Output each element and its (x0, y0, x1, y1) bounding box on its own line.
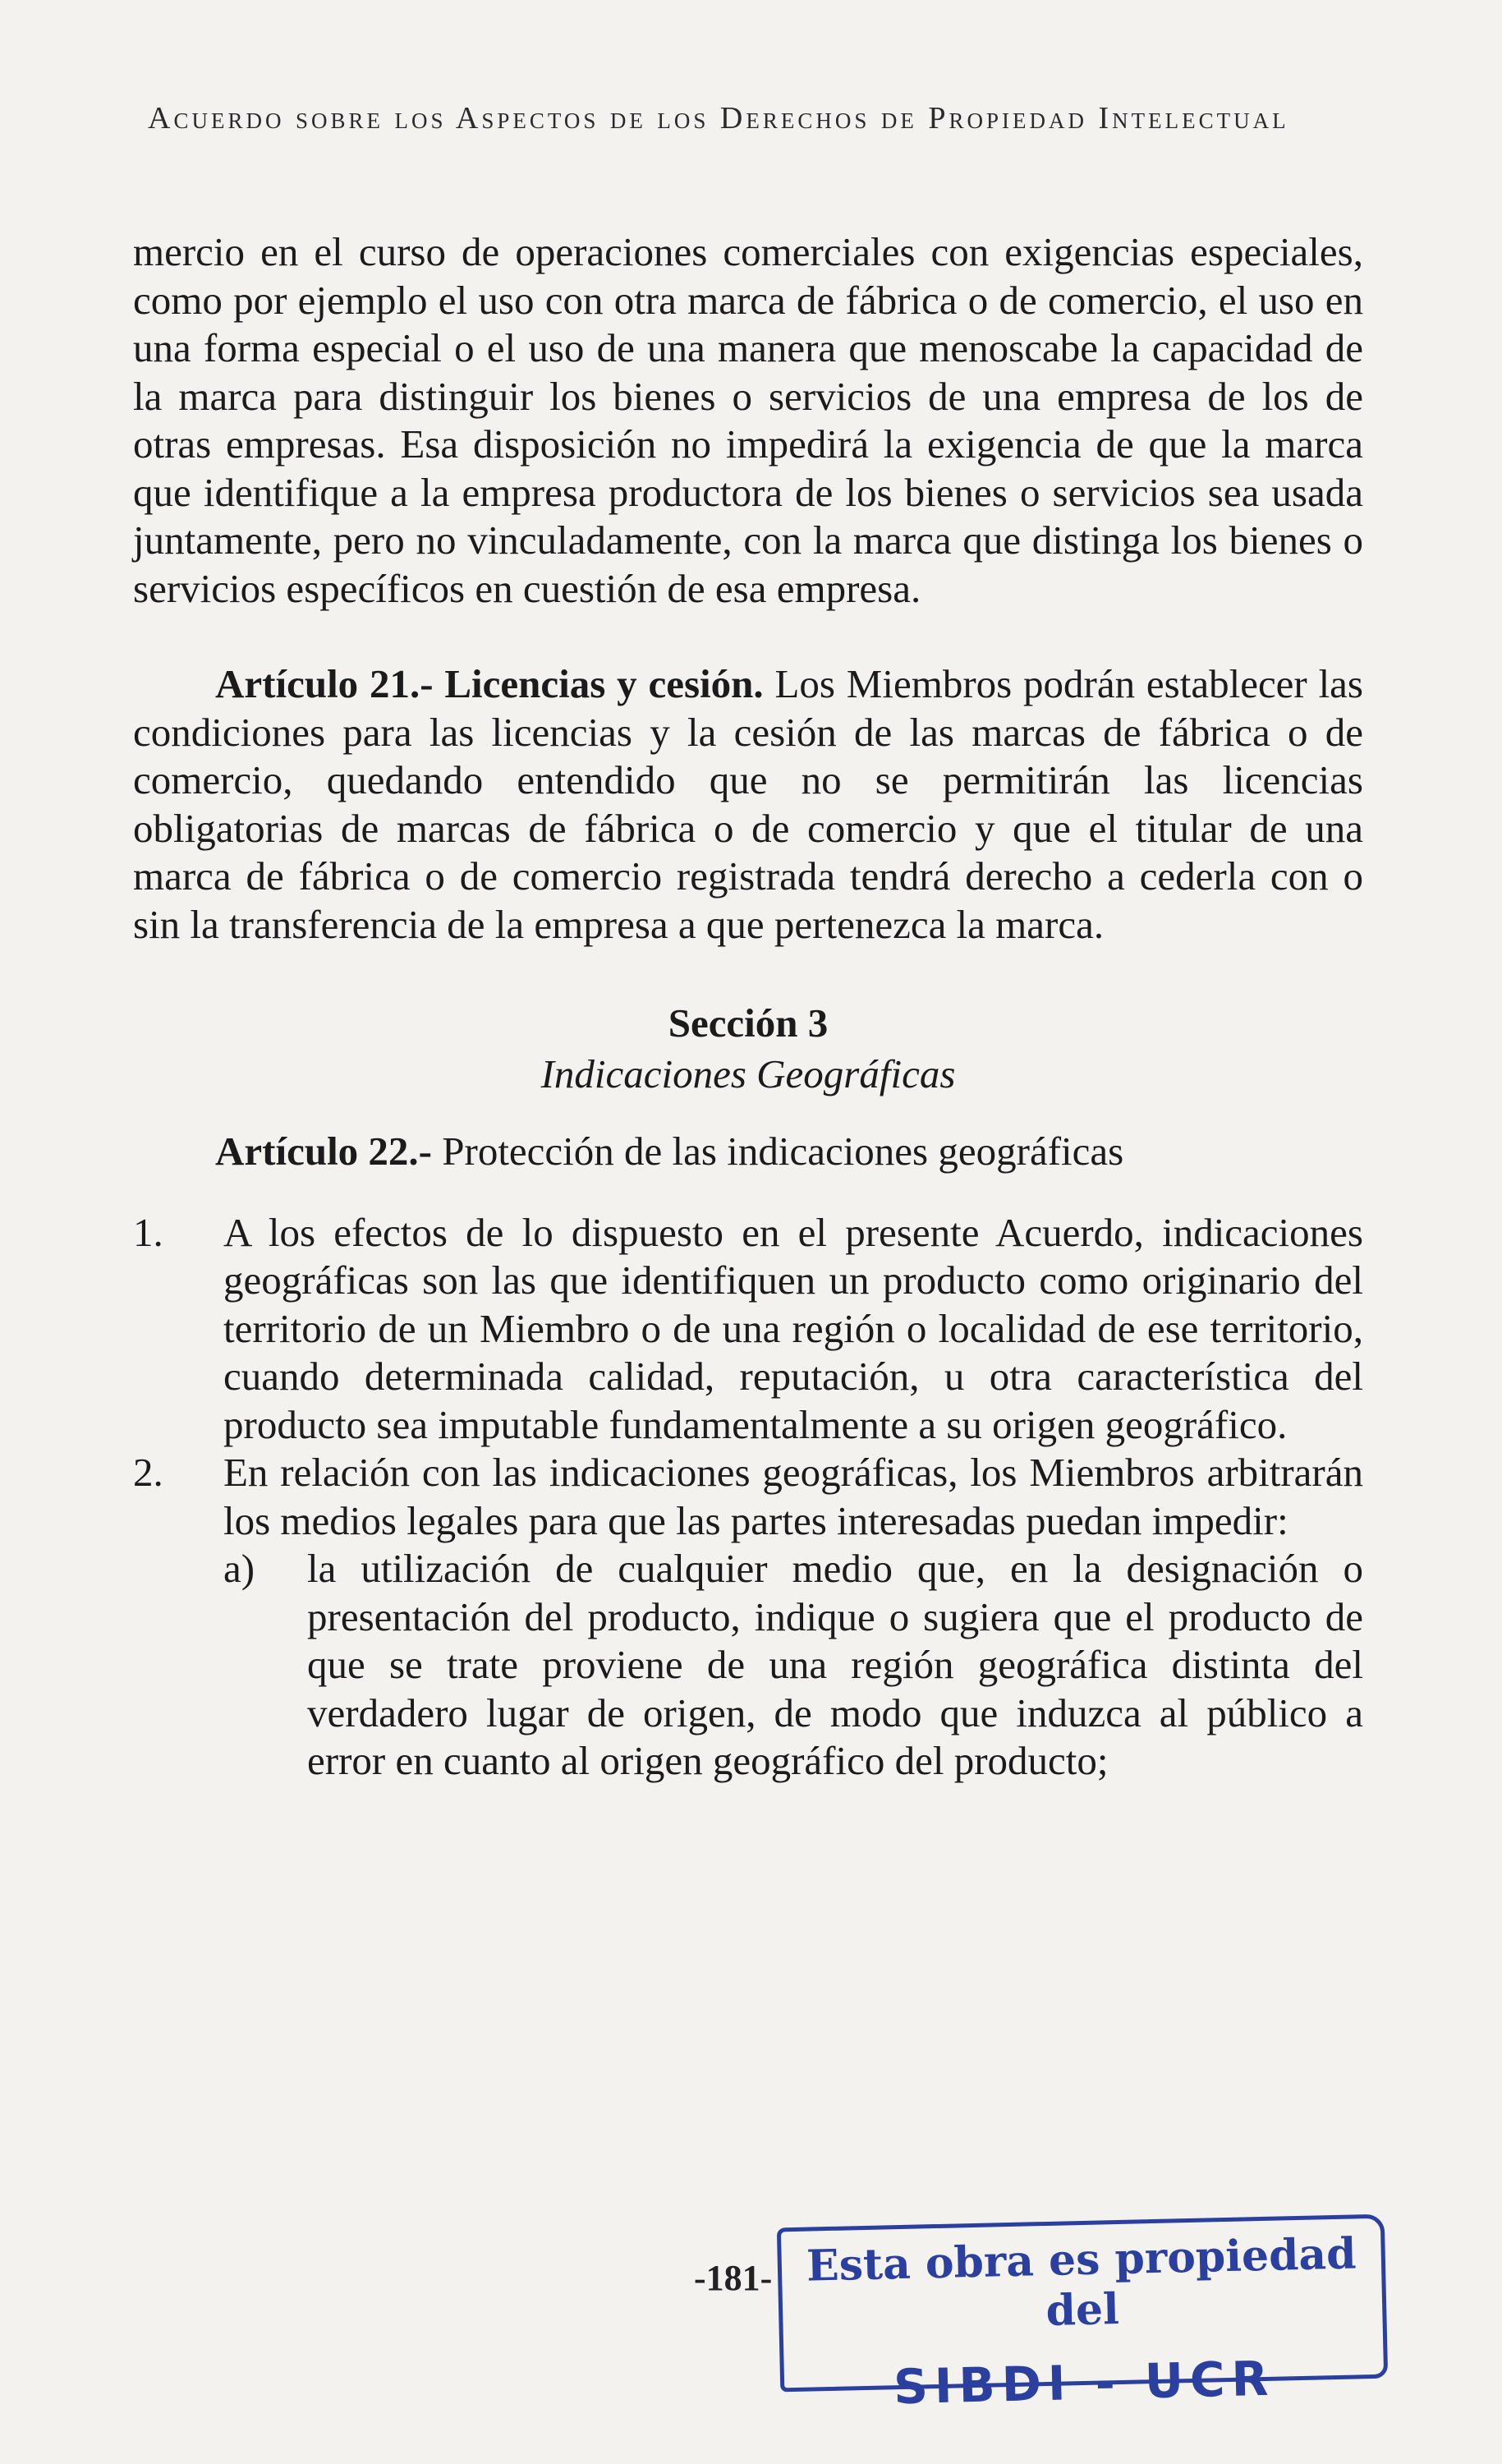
article-22-text: Protección de las indicaciones geográficas (432, 1129, 1124, 1174)
library-stamp (777, 2214, 1388, 2416)
page-number: -181- (694, 2258, 773, 2298)
article-22 (133, 1128, 1363, 1176)
item-text: En relación con las indicaciones geográficas, los Miembros arbitrarán los medios legales para que las partes interesadas puedan impedir: (223, 1450, 1363, 1543)
item-number: 2. (133, 1450, 163, 1495)
item-text: A los efectos de lo dispuesto en el presente Acuerdo, indicaciones geográficas son las que identifiquen un producto como originario del territorio de un Miembro o de una región o localidad de ese territorio, cuando determinada calidad, reputación, u otra característica del producto sea imputable fundamentalmente a su origen geográfico. (223, 1209, 1363, 1447)
paragraph-intro: mercio en el curso de operaciones comerciales con exigencias especiales, como por ejemplo el uso con otra marca de fábrica o de comercio, el uso en una forma especial o el uso de una manera que menoscabe la capacidad de la marca para distinguir los bienes o servicios de una empresa de los de otras empresas. Esa disposición no impedirá la exigencia de que la marca que identifique a la empresa productora de los bienes o servicios sea usada juntamente, pero no vinculadamente, con la marca que distinga los bienes o servicios específicos en cuestión de esa empresa. (133, 229, 1363, 611)
article-21 (133, 660, 1363, 949)
article-22-items (133, 1209, 1363, 1786)
list-item (133, 1209, 1363, 1450)
article-22-title: Artículo 22.- (215, 1129, 432, 1174)
article-21-title: Artículo 21.- Licencias y cesión. (215, 661, 764, 706)
article-21-text: Los Miembros podrán establecer las condiciones para las licencias y la cesión de las marcas de fábrica o de comercio, quedando entendido que no se permitirán las licencias obligatorias de marcas de fábrica o de comercio y que el titular de una marca de fábrica o de comercio registrada tendrá derecho a cederla con o sin la transferencia de la empresa a que pertenezca la marca. (133, 661, 1363, 947)
sub-item-text: la utilización de cualquier medio que, en la designación o presentación del producto, indique o sugiera que el producto de que se trate proviene de una región geográfica distinta del verdadero lugar de origen, de modo que induzca al público a error en cuanto al origen geográfico del producto; (307, 1546, 1363, 1783)
running-head: Acuerdo sobre los Aspectos de los Derechos de Propiedad Intelectual (148, 101, 1289, 136)
item-body (223, 1449, 1363, 1786)
section-heading (133, 998, 1363, 1100)
stamp-line-2: SIBDI - UCR (893, 2350, 1275, 2416)
section-title: Sección 3 (668, 1000, 829, 1046)
stamp-line-1: Esta obra es propiedad del (806, 2228, 1357, 2337)
page-body (133, 228, 1363, 1786)
sub-item-label: a) (223, 1546, 255, 1591)
list-item (133, 1449, 1363, 1786)
sub-list-item (223, 1545, 1363, 1786)
section-subtitle: Indicaciones Geográficas (540, 1051, 956, 1096)
item-number: 1. (133, 1209, 163, 1255)
